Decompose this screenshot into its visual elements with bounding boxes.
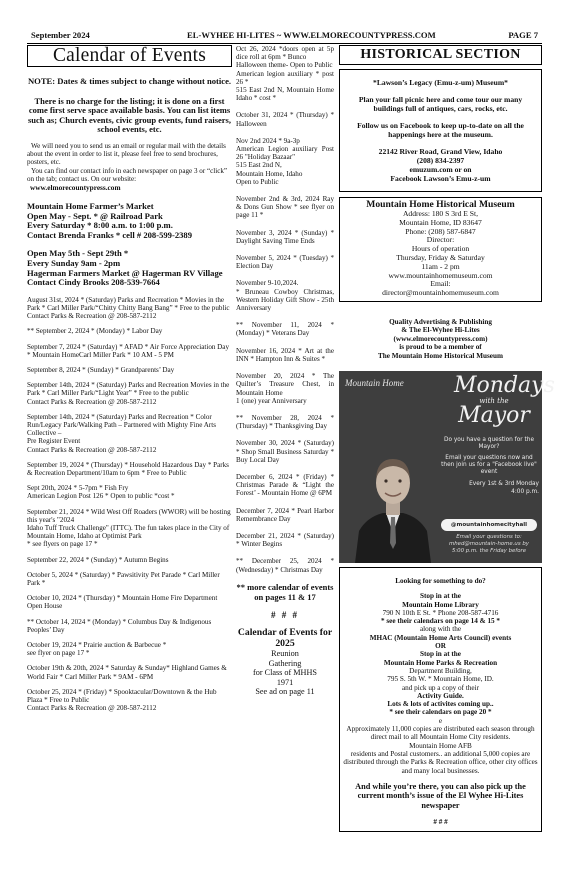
event-item: ** December 25, 2024 * (Wednesday) * Christmas Day	[236, 557, 334, 574]
lawson-text: Follow us on Facebook to keep up-to-date on all the happenings here at the museum.	[357, 121, 524, 139]
quality-line: & The El-Wyhee Hi-Lites	[401, 326, 480, 335]
event-item: American Legion auxiliary Post 26 "Holiday Bazaar"	[236, 145, 334, 162]
calendar-title: Calendar of Events	[27, 45, 232, 67]
event-group	[236, 279, 334, 312]
lawson-facebook: Facebook Lawson’s Emu-z-um	[390, 174, 491, 183]
event-item: Oct 26, 2024 *doors open at 5p dice roll at 6pm * Bunco	[236, 45, 334, 62]
quality-advertising-note	[339, 318, 542, 360]
event-item: November 9-10,2024.	[236, 279, 299, 288]
farmers-market-line: Mountain Home Farmer’s Market	[27, 200, 154, 211]
mayor-email-text: Email your questions now and then join us for a "Facebook live" event	[441, 455, 537, 476]
event-item: August 31st, 2024 * (Saturday) Parks and Recreation * Movies in the Park * Carl Miller Park/“Chitty Chitty Bang Bang” * Free to the public	[27, 295, 230, 312]
event-item: September 22, 2024 * (Sunday) * Autumn Begins	[27, 555, 169, 564]
museum-line: Thursday, Friday & Saturday	[396, 252, 485, 262]
quality-line: The Mountain Home Historical Museum	[378, 351, 503, 360]
historical-column	[339, 45, 555, 832]
heading-mayor: Mayor	[458, 403, 530, 428]
historical-museum-box	[339, 197, 542, 302]
event-item: December 6, 2024 * (Friday) * Christmas Parade & “Light the Forest’ - Mountain Home @ 6PM	[236, 472, 334, 498]
library-address: 790 N 10th E St. * Phone 208-587-4716	[382, 608, 499, 617]
hagerman-line: Every Sunday 9am - 2pm	[27, 257, 121, 268]
library-line: and pick up a copy of their	[401, 683, 480, 692]
event-item: September 21, 2024 * Wild West Off Roaders (WWOR) will be hosting this year's "2024	[27, 507, 231, 524]
event-item: November 20, 2024 * The Quilter’s Treasure Chest, in Mountain Home	[236, 372, 334, 397]
museum-line: Mountain Home, ID 83647	[399, 217, 482, 227]
fine-print-line: Email your questions to:	[456, 534, 522, 540]
publication-title: EL-WYHEE HI-LITES ~ WWW.ELMORECOUNTYPRESS.COM	[187, 30, 436, 40]
fine-print-line: mhed@mountain-home.us by	[448, 540, 529, 547]
library-line: OR	[435, 642, 446, 651]
event-item: October 19, 2024 * Prairie auction & Barbecue *	[27, 641, 167, 650]
city-logo: Mountain Home	[345, 378, 404, 388]
event-item: ** October 14, 2024 * (Monday) * Columbus Day & Indigenous Peoples’ Day	[27, 617, 212, 634]
library-box	[339, 567, 542, 832]
library-line: residents and Postal customers.. an additional 5,000 copies are distributed through the Parks & Recreation office, other city offices	[343, 749, 538, 767]
event-item: 1 (one) year Anniversary	[236, 396, 307, 405]
facebook-handle[interactable]: @mountainhomecityhall	[441, 519, 537, 531]
mayor-question: Do you have a question for the Mayor?	[443, 437, 535, 451]
mayor-heading	[454, 373, 555, 428]
library-closing: And while you’re there, you can also pick up the current month’s issue of the El Wyhee Hi-Lites newspaper	[355, 781, 526, 811]
heading-with-the: with the	[479, 397, 509, 405]
end-marker: # # #	[271, 610, 299, 621]
hagerman-block	[27, 249, 232, 287]
library-line: 795 S. 5th W. * Mountain Home, ID.	[387, 675, 494, 684]
page-number: PAGE 7	[508, 30, 538, 40]
hagerman-line: Hagerman Farmers Market @ Hagerman RV Village	[27, 267, 223, 278]
lawson-heading: *Lawson’s Legacy (Emu-z-um) Museum*	[373, 78, 508, 87]
library-line: Activity Guide.	[417, 691, 464, 700]
no-charge-text: There is no charge for the listing; it is done on a first come first serve space available basis. You can list items such as; Church events, civic group events, fund raisers, school events, etc.	[28, 95, 231, 135]
event-item: American legion auxiliary * post 26 *	[236, 69, 334, 86]
event-item: December 21, 2024 * (Saturday) * Winter Begins	[236, 531, 334, 549]
event-item: Contact Parks & Recreation @ 208-587-2112	[27, 397, 157, 406]
event-item: September 8, 2024 * (Sunday) * Grandparents’ Day	[27, 365, 175, 374]
library-line: Stop in at the	[420, 650, 461, 659]
event-item: Contact Parks & Recreation @ 208-587-2112	[27, 445, 157, 454]
event-group	[236, 45, 334, 102]
library-line: and many local businesses.	[401, 766, 480, 775]
event-group	[236, 372, 334, 405]
farmers-market-line: Every Saturday * 8:00 a.m. to 1:00 p.m.	[27, 220, 173, 231]
library-line: MHAC (Mountain Home Arts Council) events	[369, 633, 512, 642]
newspaper-page	[27, 29, 555, 856]
lawson-phone: (208) 834-2397	[416, 156, 465, 165]
event-item: Mountain Home, Idaho	[236, 169, 303, 178]
calendar-2025-title: Calendar of Events for 2025	[237, 627, 333, 650]
event-item: Contact Parks & Recreation @ 208-587-2112	[27, 704, 157, 713]
calendar-2025-line: Reunion	[271, 649, 299, 659]
library-line: Lots & lots of activites coming up..	[387, 700, 494, 709]
event-item: November 2nd & 3rd, 2024 Ray & Dons Gun Show * see flyer on page 11 *	[236, 195, 334, 220]
museum-line: Phone: (208) 587-6847	[405, 226, 476, 236]
library-line: * see their calendars on page 20 *	[389, 708, 492, 717]
event-item: September 7, 2024 * (Saturday) * AFAD * Air Force Appreciation Day * Mountain HomeCarl Miller Park * 10 AM - 5 PM	[27, 342, 230, 359]
quality-line: (www.elmorecountypress.com)	[393, 334, 488, 343]
library-line: Department Building,	[409, 666, 472, 675]
library-looking: Looking for something to do?	[395, 577, 486, 585]
page-header	[27, 29, 542, 44]
event-item: 515 East 2nd N,	[236, 161, 282, 170]
event-item: * Bruneau Cowboy Christmas, Western Holiday Gift Show - 25th Anniversary	[236, 287, 334, 313]
museum-line: Director:	[426, 235, 455, 245]
note-text: NOTE: Dates & times subject to change without notice.	[27, 76, 232, 86]
mayor-schedule: Every 1st & 3rd Monday	[469, 481, 539, 487]
event-item: Nov 2nd 2024 * 9a-3p	[236, 136, 300, 145]
hagerman-line: Open May 5th - Sept 29th *	[27, 248, 129, 259]
calendar-column-2	[236, 45, 334, 697]
send-info-text: We will need you to send us an email or regular mail with the details about the event in order to list it, please feel free to send brochures, posters, etc.	[27, 141, 226, 167]
calendar-2025-line: See ad on page 11	[255, 687, 315, 697]
event-item: November 16, 2024 * Art at the INN * Hampton Inn & Suites *	[236, 346, 334, 363]
event-item: September 14th, 2024 * (Saturday) Parks and Recreation * Color Run/Legacy Park/Walking Path – Partnered with Mighty Fine Arts Collective –	[27, 412, 216, 438]
event-item: November 30, 2024 * (Saturday) * Shop Small Business Saturday * Buy Local Day	[236, 439, 334, 464]
farmers-market-line: Contact Brenda Franks * cell # 208-599-2389	[27, 229, 193, 240]
mondays-with-mayor-ad	[339, 371, 555, 563]
library-line: along with the	[419, 625, 462, 634]
lawson-museum-box	[339, 69, 542, 192]
fine-print-line: 5:00 p.m. the Friday before	[451, 547, 527, 554]
museum-email[interactable]: director@mountainhomemuseum.com	[382, 288, 499, 298]
farmers-market-line: Open May - Sept. * @ Railroad Park	[27, 210, 163, 221]
museum-title: Mountain Home Historical Museum	[366, 199, 515, 210]
event-item: September 14th, 2024 * (Saturday) Parks and Recreation Movies in the Park * Carl Miller Park/“Light Year” * Free to the public	[27, 381, 230, 398]
library-line: Mountain Home Parks & Recreation	[383, 658, 498, 667]
museum-line: Email:	[430, 279, 451, 289]
library-line: e	[438, 716, 443, 725]
museum-website[interactable]: www.mountainhomemuseum.com	[388, 270, 493, 280]
end-marker: # # #	[433, 817, 448, 826]
event-item: American Legion Post 126 * Open to public *cost *	[27, 492, 175, 501]
event-item: Halloween theme- Open to Public	[236, 61, 333, 70]
event-item: Sept 20th, 2024 * 5-7pm * Fish Fry	[27, 484, 129, 493]
lawson-text: Plan your fall picnic here and come tour our many buildings full of antiques, cars, rocks, etc.	[358, 95, 523, 113]
contact-info-text: You can find our contact info in each newspaper on page 3 or “click” on the tab; contact us. On our website:	[27, 166, 228, 183]
event-item: November 5, 2024 * (Tuesday) * Election Day	[236, 254, 334, 271]
calendar-column-1	[27, 45, 232, 712]
library-line: Approximately 11,000 copies are distributed each season through direct mail to all Mountain Home City residents.	[346, 725, 535, 742]
museum-line: 11am - 2 pm	[421, 261, 460, 271]
heading-mondays: Mondays	[454, 373, 555, 398]
quality-line: Quality Advertising & Publishing	[389, 317, 492, 326]
event-item: Open to Public	[236, 177, 279, 186]
event-item: 515 East 2nd N, Mountain Home Idaho * cost *	[236, 86, 334, 103]
farmers-market-block	[27, 202, 232, 240]
quality-line: is proud to be a member of	[399, 343, 482, 352]
event-item: October 19th & 20th, 2024 * Saturday & Sunday* Highland Games & World Fair * Carl Miller Park * 9AM - 6PM	[27, 664, 227, 681]
event-item: Idaho Tuff Truck Challenge" (ITTC). The fun takes place in the City of Mountain Home, Idaho at Optimist Park	[27, 524, 230, 541]
event-item: September 19, 2024 * (Thursday) * Household Hazardous Day * Parks & Recreation Department/10am to 6pm * Free to Public	[27, 460, 229, 477]
lawson-web: emuzum.com or on	[409, 165, 472, 174]
calendar-2025-line: for Class of MHHS	[253, 668, 317, 678]
event-item: December 7, 2024 * Pearl Harbor Remembrance Day	[236, 506, 334, 523]
more-events-note: ** more calendar of events on pages 11 & 17	[236, 581, 334, 602]
event-item: see flyer on page 17 *	[27, 649, 90, 658]
mayor-time: 4:00 p.m.	[511, 489, 539, 495]
event-item: October 25, 2024 * (Friday) * Spooktacular/Downtown & the Hub Plaza * Free to Public	[27, 687, 217, 705]
mayor-photo	[353, 435, 433, 563]
library-line: * see their calendars on page 14 & 15 *	[380, 617, 501, 626]
lawson-address: 22142 River Road, Grand View, Idaho	[378, 147, 503, 156]
event-item: October 10, 2024 * (Thursday) * Mountain Home Fire Department Open House	[27, 594, 218, 611]
event-item: Pre Register Event	[27, 437, 81, 446]
event-item: October 5, 2024 * (Saturday) * Pawsitivity Pet Parade * Carl Miller Park *	[27, 570, 220, 588]
event-item: * see flyers on page 17 *	[27, 540, 98, 549]
library-name: Mountain Home Library	[402, 600, 479, 609]
library-line: Mountain Home AFB	[409, 741, 472, 750]
museum-line: Address: 180 S 3rd E St,	[402, 209, 479, 218]
event-item: ** November 11, 2024 * (Monday) * Veterans Day	[236, 321, 334, 338]
website-link[interactable]: www.elmorecountypress.com	[30, 182, 121, 192]
calendar-2025-line: Gathering	[268, 658, 302, 668]
event-list	[27, 296, 232, 713]
museum-line: Hours of operation	[411, 244, 470, 254]
library-line: Stop in at the	[420, 592, 461, 601]
event-item: ** September 2, 2024 * (Monday) * Labor Day	[27, 327, 163, 336]
event-item: October 31, 2024 * (Thursday) * Halloween	[236, 111, 334, 128]
historical-section-title: HISTORICAL SECTION	[339, 45, 542, 65]
event-item: ** November 28, 2024 * (Thursday) * Thanksgiving Day	[236, 413, 334, 431]
event-item: Contact Parks & Recreation @ 208-587-2112	[27, 312, 157, 321]
mayor-fine-print	[439, 534, 539, 554]
event-item: November 3, 2024 * (Sunday) * Daylight Saving Time Ends	[236, 228, 334, 245]
issue-date: September 2024	[31, 30, 90, 40]
event-group	[236, 137, 334, 186]
hagerman-line: Contact Cindy Brooks 208-539-7664	[27, 277, 160, 288]
calendar-2025-line: 1971	[276, 677, 294, 687]
